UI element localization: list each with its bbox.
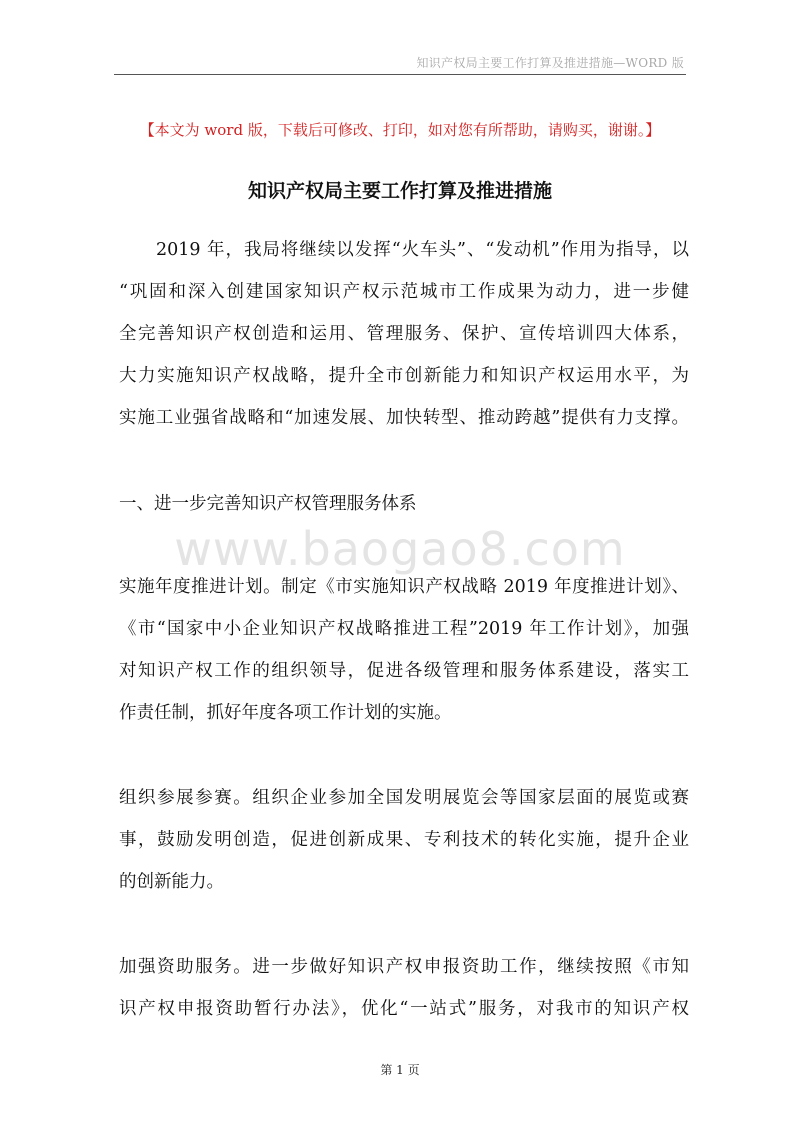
paragraph-funding-line: 识产权申报资助暂行办法》，优化“一站式”服务，对我市的知识产权 (119, 999, 689, 1019)
header-rule (114, 74, 686, 75)
paragraph-intro-line: “巩固和深入创建国家知识产权示范城市工作成果为动力，进一步健 (119, 282, 689, 302)
paragraph-exhibition-line: 组织参展参赛。组织企业参加全国发明展览会等国家层面的展览或赛 (119, 788, 689, 808)
paragraph-plan-line: 《市“国家中小企业知识产权战略推进工程”2019 年工作计划》，加强 (119, 619, 689, 639)
paragraph-intro-line: 2019 年，我局将继续以发挥“火车头”、“发动机”作用为指导，以 (119, 240, 689, 260)
paragraph-intro-line: 大力实施知识产权战略，提升全市创新能力和知识产权运用水平，为 (119, 366, 689, 386)
paragraph-intro-line: 全完善知识产权创造和运用、管理服务、保护、宣传培训四大体系， (119, 324, 689, 344)
section-heading: 一、进一步完善知识产权管理服务体系 (119, 494, 417, 514)
document-title: 知识产权局主要工作打算及推进措施 (247, 180, 552, 202)
page-number: 第 1 页 (380, 1063, 420, 1077)
watermark: www.baogao8.com (174, 522, 626, 576)
page-header-text: 知识产权局主要工作打算及推进措施—WORD 版 (416, 56, 684, 70)
paragraph-exhibition-line: 事，鼓励发明创造，促进创新成果、专利技术的转化实施，提升企业 (119, 830, 689, 850)
paragraph-funding-line: 加强资助服务。进一步做好知识产权申报资助工作，继续按照《市知 (119, 957, 689, 977)
paragraph-plan-line: 作责任制，抓好年度各项工作计划的实施。 (119, 703, 452, 723)
paragraph-intro-line: 实施工业强省战略和“加速发展、加快转型、推动跨越”提供有力支撑。 (119, 408, 689, 428)
notice-banner: 【本文为 word 版，下载后可修改、打印，如对您有所帮助，请购买，谢谢。】 (139, 121, 661, 139)
paragraph-exhibition-line: 的创新能力。 (119, 872, 224, 892)
paragraph-plan-line: 实施年度推进计划。制定《市实施知识产权战略 2019 年度推进计划》、 (119, 577, 689, 597)
paragraph-plan-line: 对知识产权工作的组织领导，促进各级管理和服务体系建设，落实工 (119, 661, 689, 681)
